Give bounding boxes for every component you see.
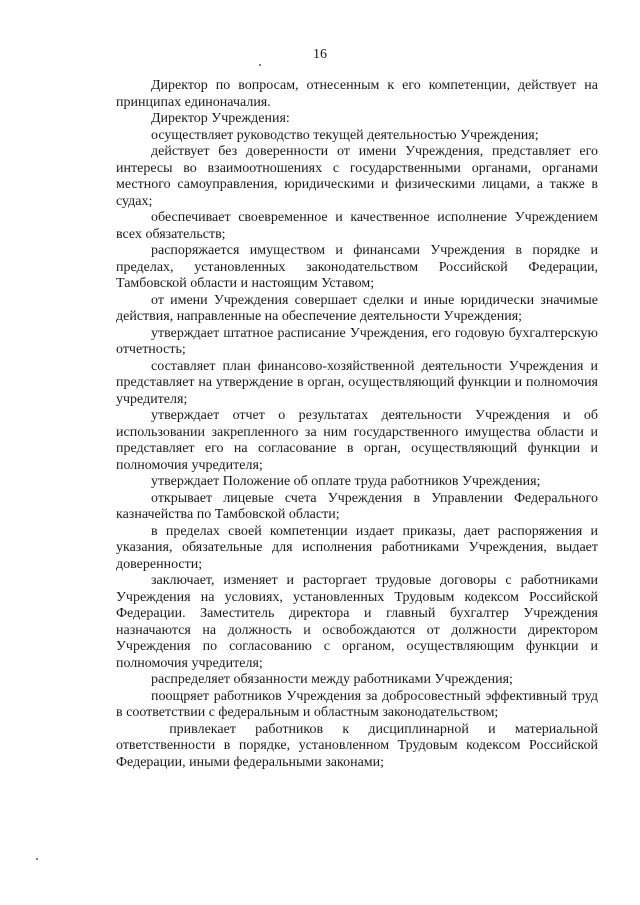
paragraph: утверждает Положение об оплате труда работников Учреждения; xyxy=(151,474,541,489)
paragraph: обеспечивает своевременное и качественное исполнение Учреждением всех обязательств; xyxy=(116,210,598,242)
paragraph: открывает лицевые счета Учреждения в Управлении Федерального казначейства по Тамбовской области; xyxy=(116,490,598,522)
paragraph: в пределах своей компетенции издает приказы, дает распоряжения и указания, обязательные для исполнения работниками Учреждения, выдает доверенности; xyxy=(116,523,598,572)
paragraph: от имени Учреждения совершает сделки и иные юридически значимые действия, направленные на обеспечение деятельности Учреждения; xyxy=(116,292,598,324)
scan-speck xyxy=(36,858,38,860)
page-number: 16 xyxy=(313,47,327,62)
document-body xyxy=(116,78,598,771)
paragraph: Директор по вопросам, отнесенным к его компетенции, действует на принципах единоначалия. xyxy=(116,78,598,110)
paragraph: составляет план финансово-хозяйственной деятельности Учреждения и представляет на утверждение в орган, осуществляющий функции и полномочия учредителя; xyxy=(116,358,598,407)
paragraph: осуществляет руководство текущей деятельностью Учреждения; xyxy=(151,127,539,143)
paragraph: действует без доверенности от имени Учреждения, представляет его интересы во взаимоотношениях с государственными органами, органами местного самоуправления, юридическими и физическими лицами, а также в судах; xyxy=(116,144,598,209)
paragraph: распределяет обязанности между работниками Учреждения; xyxy=(151,672,513,687)
paragraph: утверждает отчет о результатах деятельности Учреждения и об использовании закрепленного за ним государственного имущества области и представляет его на согласование в орган, осуществляющий функции и полномочия учредителя; xyxy=(116,408,598,473)
scan-speck xyxy=(259,64,261,66)
paragraph: утверждает штатное расписание Учреждения, его годовую бухгалтерскую отчетность; xyxy=(116,325,598,357)
paragraph: Директор Учреждения: xyxy=(151,111,290,126)
paragraph: поощряет работников Учреждения за добросовестный эффективный труд в соответствии с федеральным и областным законодательством; xyxy=(116,688,598,720)
paragraph: распоряжается имуществом и финансами Учреждения в порядке и пределах, установленных законодательством Российской Федерации, Тамбовской области и настоящим Уставом; xyxy=(116,243,598,291)
paragraph: заключает, изменяет и расторгает трудовые договоры с работниками Учреждения на условиях, установленных Трудовым кодексом Российской Федерации. Заместитель директора и главный бухгалтер Учреждения назначаются на должность и освобождаются от должности директором Учреждения по согласованию с органом, осуществляющим функции и полномочия учредителя; xyxy=(116,573,598,671)
paragraph: привлекает работников к дисциплинарной и материальной ответственности в порядке, установленном Трудовым кодексом Российской Федерации, иными федеральными законами; xyxy=(116,721,598,770)
